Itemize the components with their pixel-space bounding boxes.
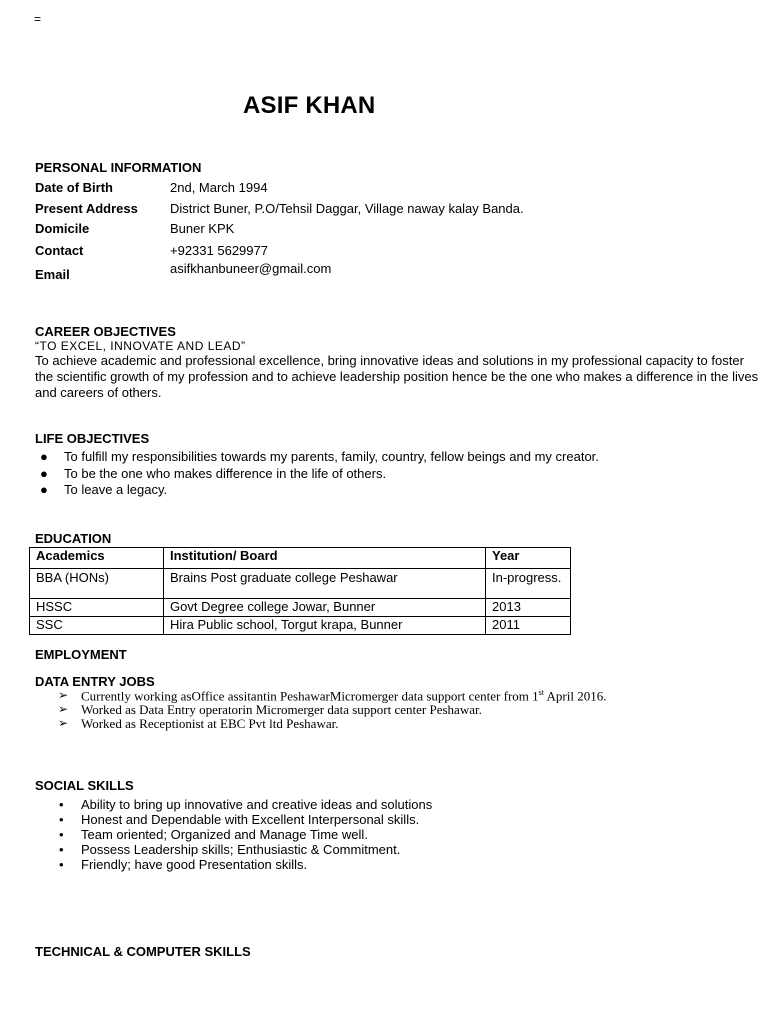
list-item: • Possess Leadership skills; Enthusiastic & Commitment. [59, 842, 401, 857]
list-item: ➢ Worked as Data Entry operatorin Micromerger data support center Peshawar. [58, 702, 482, 717]
arrow-bullet-icon: ➢ [58, 702, 69, 716]
social-skills-list [57, 797, 432, 872]
dob-value: 2nd, March 1994 [170, 180, 268, 195]
column-header: Academics [30, 548, 164, 569]
bullet-icon: • [59, 857, 64, 872]
career-motto: “TO EXCEL, INNOVATE AND LEAD” [35, 339, 246, 353]
bullet-icon: • [59, 827, 64, 842]
table-cell: Hira Public school, Torgut krapa, Bunner [164, 617, 486, 635]
bullet-icon: • [59, 842, 64, 857]
table-cell: 2011 [486, 617, 571, 635]
life-objectives-heading: LIFE OBJECTIVES [35, 431, 150, 446]
address-label: Present Address [35, 201, 138, 216]
arrow-bullet-icon: ➢ [58, 688, 69, 702]
table-cell: BBA (HONs) [30, 569, 164, 599]
data-entry-jobs-heading: DATA ENTRY JOBS [35, 674, 155, 689]
table-cell: Brains Post graduate college Peshawar [164, 569, 486, 599]
table-cell: SSC [30, 617, 164, 635]
social-skills-heading: SOCIAL SKILLS [35, 778, 134, 793]
domicile-label: Domicile [35, 221, 90, 236]
education-table [29, 547, 571, 635]
bullet-icon: ● [40, 482, 48, 497]
list-item: ● To leave a legacy. [40, 482, 168, 497]
list-item: ➢ Currently working asOffice assitantin PeshawarMicromerger data support center from 1st April 2016. [58, 688, 607, 704]
email-value: asifkhanbuneer@gmail.com [170, 261, 332, 276]
arrow-bullet-icon: ➢ [58, 716, 69, 730]
bullet-icon: • [59, 812, 64, 827]
page-mark: = [34, 12, 42, 26]
jobs-list [58, 688, 606, 730]
column-header: Year [486, 548, 571, 569]
contact-label: Contact [35, 243, 84, 258]
list-item: • Friendly; have good Presentation skills. [59, 857, 308, 872]
table-cell: In-progress. [486, 569, 571, 599]
career-objectives-heading: CAREER OBJECTIVES [35, 324, 176, 339]
table-header-row [30, 548, 571, 569]
table-row [30, 599, 571, 617]
employment-heading: EMPLOYMENT [35, 647, 127, 662]
column-header: Institution/ Board [164, 548, 486, 569]
list-item: ➢ Worked as Receptionist at EBC Pvt ltd Peshawar. [58, 716, 339, 731]
list-item: ● To fulfill my responsibilities towards my parents, family, country, fellow beings and my creator. [40, 449, 599, 464]
bullet-icon: ● [40, 449, 48, 464]
education-heading: EDUCATION [35, 531, 112, 546]
dob-label: Date of Birth [35, 180, 113, 195]
address-value: District Buner, P.O/Tehsil Daggar, Village naway kalay Banda. [170, 201, 524, 216]
bullet-icon: ● [40, 465, 48, 481]
table-row [30, 617, 571, 635]
table-row [30, 569, 571, 599]
table-cell: HSSC [30, 599, 164, 617]
email-label: Email [35, 267, 70, 282]
bullet-icon: • [59, 797, 64, 812]
table-cell: Govt Degree college Jowar, Bunner [164, 599, 486, 617]
list-item: ● To be the one who makes difference in the life of others. [40, 465, 387, 481]
list-item: • Team oriented; Organized and Manage Time well. [59, 827, 368, 842]
contact-value: +92331 5629977 [170, 243, 268, 258]
domicile-value: Buner KPK [170, 221, 235, 236]
personal-info-heading: PERSONAL INFORMATION [35, 160, 202, 175]
table-cell: 2013 [486, 599, 571, 617]
list-item: • Honest and Dependable with Excellent Interpersonal skills. [59, 812, 420, 827]
technical-skills-heading: TECHNICAL & COMPUTER SKILLS [35, 944, 251, 959]
applicant-name: ASIF KHAN [243, 92, 376, 119]
list-item: • Ability to bring up innovative and creative ideas and solutions [59, 797, 433, 812]
career-objectives-text: To achieve academic and professional excellence, bring innovative ideas and solutions in my professional capacity to foster the scientific growth of my profession and to achieve leadership position hence be the one who makes a difference in the lives and careers of others. [35, 353, 759, 400]
life-objectives-list [35, 449, 599, 499]
